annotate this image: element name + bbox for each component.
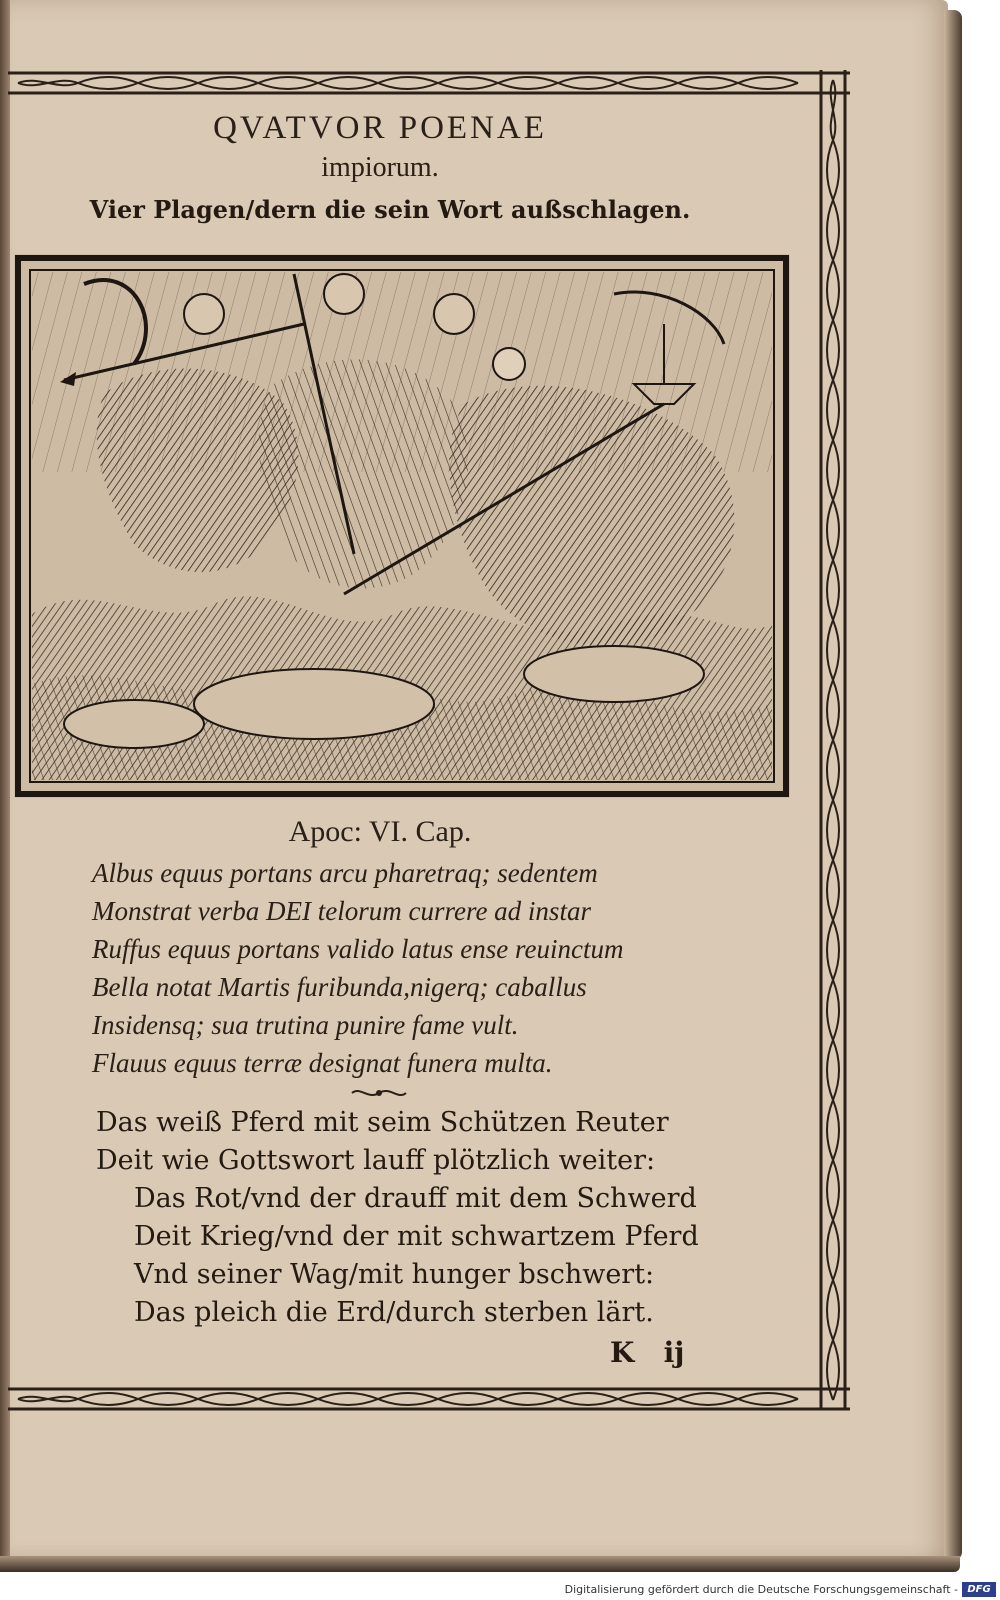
page-subtitle: impiorum. (321, 152, 439, 183)
latin-verse-line: Insidensq; sua trutina punire fame vult. (92, 1010, 519, 1040)
latin-verse-line: Monstrat verba DEI telorum currere ad instar (92, 896, 591, 926)
german-verse-line: Deit Krieg/vnd der mit schwartzem Pferd (134, 1221, 699, 1252)
ornamental-border-right (818, 70, 848, 1410)
woodcut-caption: Apoc: VI. Cap. (288, 815, 472, 848)
latin-verse-line: Albus equus portans arcu pharetraq; sedentem (92, 858, 598, 888)
german-verse-line: Vnd seiner Wag/mit hunger bschwert: (134, 1259, 655, 1290)
german-verse-line: Das Rot/vnd der drauff mit dem Schwerd (134, 1183, 697, 1214)
page-title: QVATVOR POENAE (213, 110, 547, 146)
german-verse (96, 1104, 796, 1332)
german-verse-line: Das weiß Pferd mit seim Schützen Reuter (96, 1107, 669, 1138)
ornamental-border-bottom (8, 1386, 850, 1412)
dfg-logo: DFG (962, 1582, 996, 1597)
german-verse-line: Deit wie Gottswort lauff plötzlich weiter: (96, 1145, 656, 1176)
latin-verse-line: Flauus equus terræ designat funera multa. (92, 1048, 553, 1078)
page-bottom-edge (0, 1556, 960, 1572)
fleuron-ornament (348, 1084, 410, 1102)
book-binding-edge (0, 0, 10, 1568)
latin-verse (92, 854, 792, 1082)
signature-mark: K ij (610, 1336, 685, 1369)
page-edge (944, 10, 962, 1560)
footer-credit: Digitalisierung gefördert durch die Deutsche Forschungsgemeinschaft - (564, 1583, 958, 1596)
digitization-footer (0, 1580, 1000, 1600)
german-verse-line: Das pleich die Erd/durch sterben lärt. (134, 1297, 654, 1328)
german-heading: Vier Plagen/dern die sein Wort außschlagen. (89, 195, 691, 224)
ornamental-border-top (8, 70, 850, 96)
latin-verse-line: Ruffus equus portans valido latus ense reuinctum (92, 934, 624, 964)
latin-verse-line: Bella notat Martis furibunda,nigerq; caballus (92, 972, 587, 1002)
woodcut-illustration (14, 254, 790, 798)
